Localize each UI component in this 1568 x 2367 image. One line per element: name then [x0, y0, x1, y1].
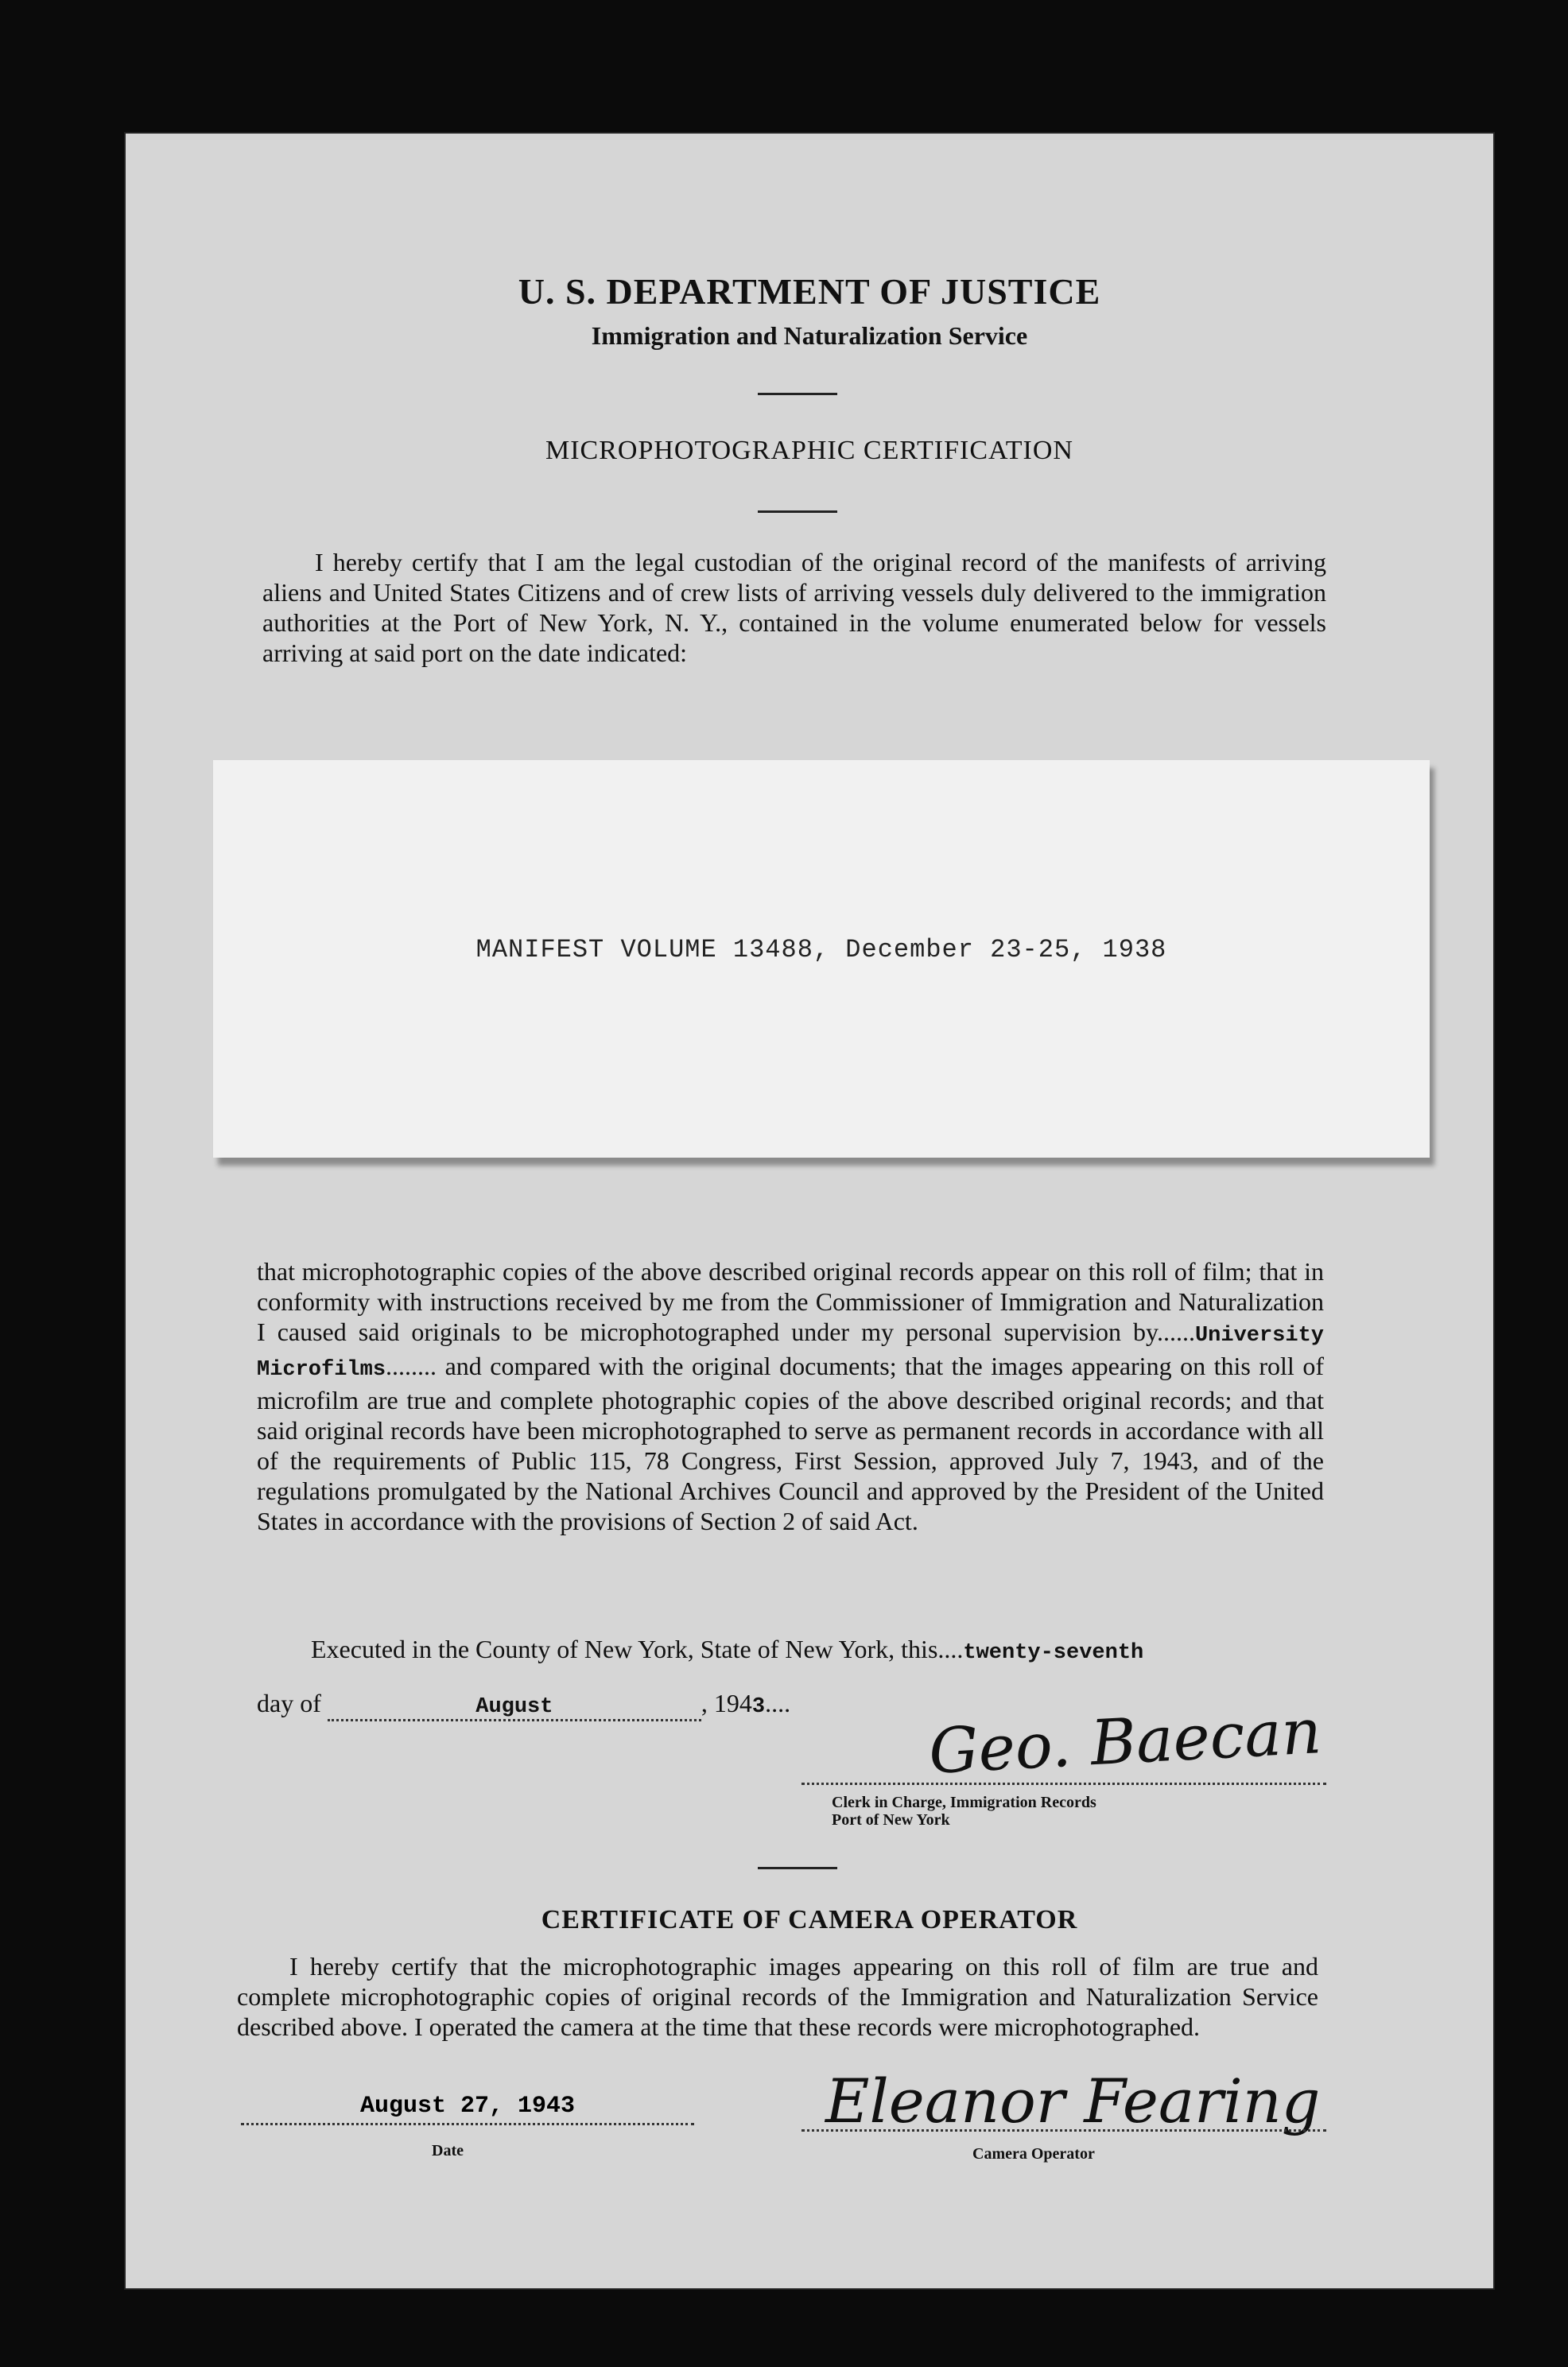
certificate-sheet	[126, 134, 1493, 2288]
operator-signature: Eleanor Fearing	[825, 2066, 1321, 2136]
date-line	[241, 2123, 694, 2125]
manifest-volume-text: MANIFEST VOLUME 13488, December 23-25, 1938	[475, 935, 1167, 964]
divider-rule	[758, 510, 837, 513]
execution-month: August	[475, 1695, 553, 1719]
filler-dots: ....	[937, 1635, 964, 1663]
clerk-signature: Geo. Baecan	[926, 1696, 1324, 1788]
execution-day: twenty-seventh	[963, 1641, 1144, 1665]
month-field	[328, 1689, 701, 1721]
filler-dots: ....	[765, 1689, 791, 1717]
camera-operator-label: Camera Operator	[972, 2145, 1095, 2163]
manifest-slip	[213, 760, 1430, 1158]
department-heading: U. S. DEPARTMENT OF JUSTICE	[518, 271, 1101, 312]
camera-certificate-title: CERTIFICATE OF CAMERA OPERATOR	[541, 1905, 1078, 1934]
camera-date-value: August 27, 1943	[359, 2093, 576, 2120]
day-of-label: day of	[257, 1689, 321, 1717]
date-field	[241, 2093, 694, 2120]
year-digit: 3	[751, 1695, 766, 1719]
date-line	[257, 1689, 972, 1721]
intro-paragraph: I hereby certify that I am the legal custodian of the original record of the manifests of arriving aliens and United States Citizens and of crew lists of arriving vessels duly delivered to the immigration authorities at the Port of New York, N. Y., contained in the volume enumerated below for vessels arriving at said port on the date indicated:	[262, 548, 1326, 667]
signature-line	[801, 1783, 1326, 1785]
divider-rule	[758, 1867, 837, 1869]
year-prefix: , 194	[701, 1689, 752, 1717]
clerk-title-line2: Port of New York	[832, 1811, 950, 1829]
filler-dots: ........	[386, 1352, 437, 1380]
execution-text: Executed in the County of New York, State of New York, this	[311, 1635, 938, 1663]
clerk-title-line1: Clerk in Charge, Immigration Records	[832, 1794, 1096, 1811]
execution-line	[257, 1635, 1326, 1665]
certification-title: MICROPHOTOGRAPHIC CERTIFICATION	[545, 436, 1073, 465]
camera-certificate-paragraph: I hereby certify that the microphotographic images appearing on this roll of film are true and complete microphotographic copies of original records of the Immigration and Naturalization Service described above. I operated the camera at the time that these records were microphotographed.	[237, 1952, 1318, 2041]
microfilmer-name: University Microfilms	[257, 1324, 1324, 1382]
date-label: Date	[432, 2142, 464, 2159]
filler-dots: ......	[1156, 1317, 1195, 1346]
body-text-part2: and compared with the original documents; that the images appearing on this roll of microfilm are true and complete photographic copies of the above described original records; and that said original records have been microphotographed to serve as permanent records in accordance with all of the requirements of Public 115, 78 Congress, First Session, approved July 7, 1943, and of the regulations promulgated by the National Archives Council and approved by the President of the United States in accordance with the provisions of Section 2 of said Act.	[257, 1352, 1325, 1535]
operator-signature-line	[801, 2129, 1326, 2132]
body-text-part1: that microphotographic copies of the above described original records appear on this roll of film; that in conformity with instructions received by me from the Commissioner of Immigration and Naturalization I caused said originals to be microphotographed under my personal supervision by	[257, 1257, 1324, 1346]
service-subheading: Immigration and Naturalization Service	[591, 321, 1028, 350]
certification-body	[257, 1256, 1324, 1536]
divider-rule	[758, 393, 837, 395]
